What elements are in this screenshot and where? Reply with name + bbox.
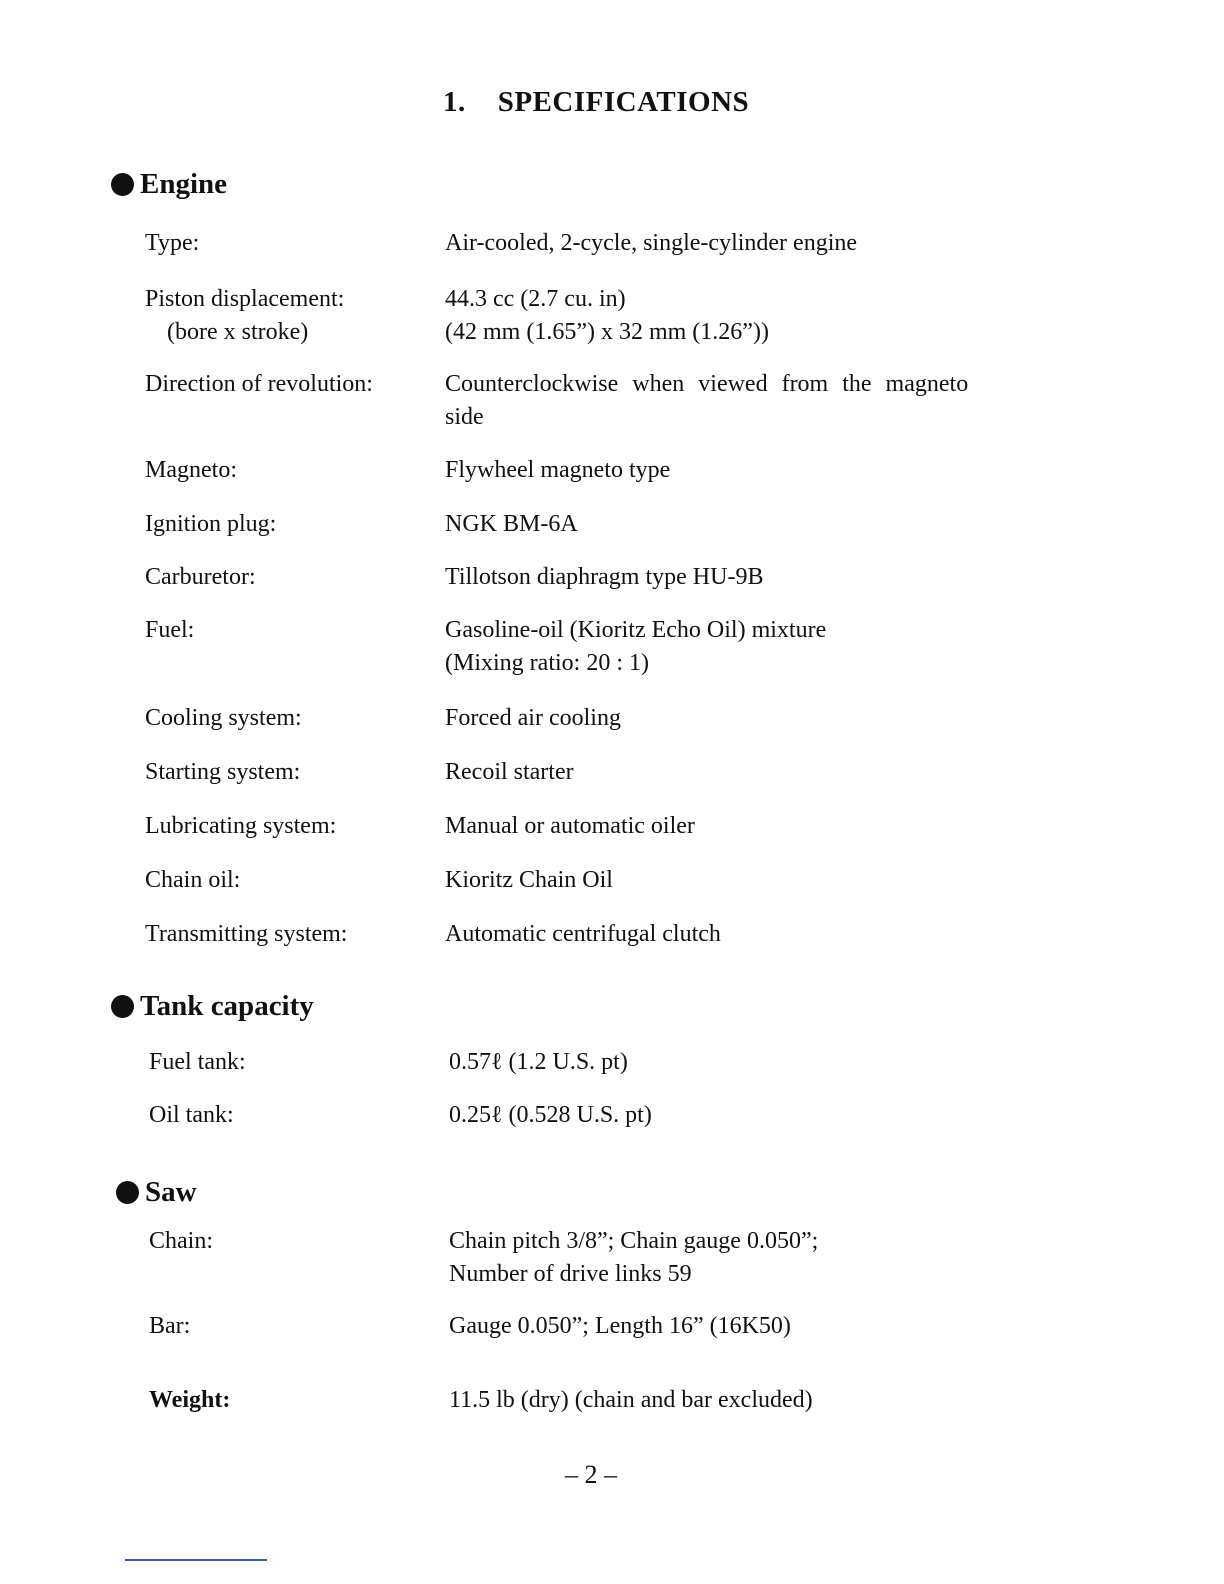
spec-label-sub: (bore x stroke) (167, 319, 309, 345)
spec-label: Lubricating system: (145, 813, 337, 839)
section-title: SPECIFICATIONS (497, 86, 750, 118)
spec-value: Gasoline-oil (Kioritz Echo Oil) mixture (445, 617, 827, 643)
tank-heading (111, 990, 314, 1023)
spec-value-sub: side (445, 404, 484, 430)
bullet-icon (111, 995, 134, 1018)
spec-value-sub: (Mixing ratio: 20 : 1) (445, 650, 649, 676)
spec-label: Starting system: (145, 759, 301, 785)
spec-label: Cooling system: (145, 705, 302, 731)
engine-heading-text: Engine (140, 168, 228, 200)
spec-label: Carburetor: (145, 564, 256, 590)
spec-value-sub: (42 mm (1.65”) x 32 mm (1.26”)) (445, 319, 769, 345)
spec-label: Direction of revolution: (145, 371, 373, 397)
page-number: – 2 – (565, 1460, 617, 1489)
saw-heading (116, 1176, 197, 1209)
spec-label: Ignition plug: (145, 511, 277, 537)
spec-label: Chain oil: (145, 867, 241, 893)
spec-value: Tillotson diaphragm type HU-9B (445, 564, 764, 590)
engine-heading (111, 168, 227, 201)
divider (125, 1559, 267, 1561)
spec-value: Automatic centrifugal clutch (445, 921, 721, 947)
tank-heading-text: Tank capacity (140, 990, 314, 1022)
spec-value: Recoil starter (445, 759, 574, 785)
spec-value: NGK BM-6A (445, 511, 578, 537)
page-title (443, 86, 749, 119)
spec-value: Flywheel magneto type (445, 457, 671, 483)
saw-heading-text: Saw (145, 1176, 197, 1208)
bullet-icon (111, 173, 134, 196)
spec-label: Fuel: (145, 617, 195, 643)
spec-value: 44.3 cc (2.7 cu. in) (445, 286, 626, 312)
spec-value: 11.5 lb (dry) (chain and bar excluded) (449, 1387, 813, 1413)
spec-value: Air-cooled, 2-cycle, single-cylinder engine (445, 230, 858, 256)
spec-label: Chain: (149, 1228, 213, 1254)
spec-label: Fuel tank: (149, 1049, 246, 1075)
spec-value: 0.57ℓ (1.2 U.S. pt) (449, 1049, 628, 1075)
spec-label: Type: (145, 230, 200, 256)
spec-value: 0.25ℓ (0.528 U.S. pt) (449, 1102, 652, 1128)
section-number: 1. (443, 86, 466, 118)
spec-value: Manual or automatic oiler (445, 813, 695, 839)
bullet-icon (116, 1181, 139, 1204)
spec-value: Chain pitch 3/8”; Chain gauge 0.050”; (449, 1228, 819, 1254)
spec-label: Piston displacement: (145, 286, 345, 312)
spec-value-sub: Number of drive links 59 (449, 1261, 692, 1287)
spec-label: Weight: (149, 1387, 231, 1413)
spec-label: Magneto: (145, 457, 237, 483)
spec-label: Oil tank: (149, 1102, 234, 1128)
spec-value: Counterclockwise when viewed from the magneto (445, 371, 969, 397)
spec-value: Gauge 0.050”; Length 16” (16K50) (449, 1313, 791, 1339)
spec-label: Bar: (149, 1313, 191, 1339)
spec-label: Transmitting system: (145, 921, 348, 947)
spec-value: Forced air cooling (445, 705, 621, 731)
spec-value: Kioritz Chain Oil (445, 867, 613, 893)
